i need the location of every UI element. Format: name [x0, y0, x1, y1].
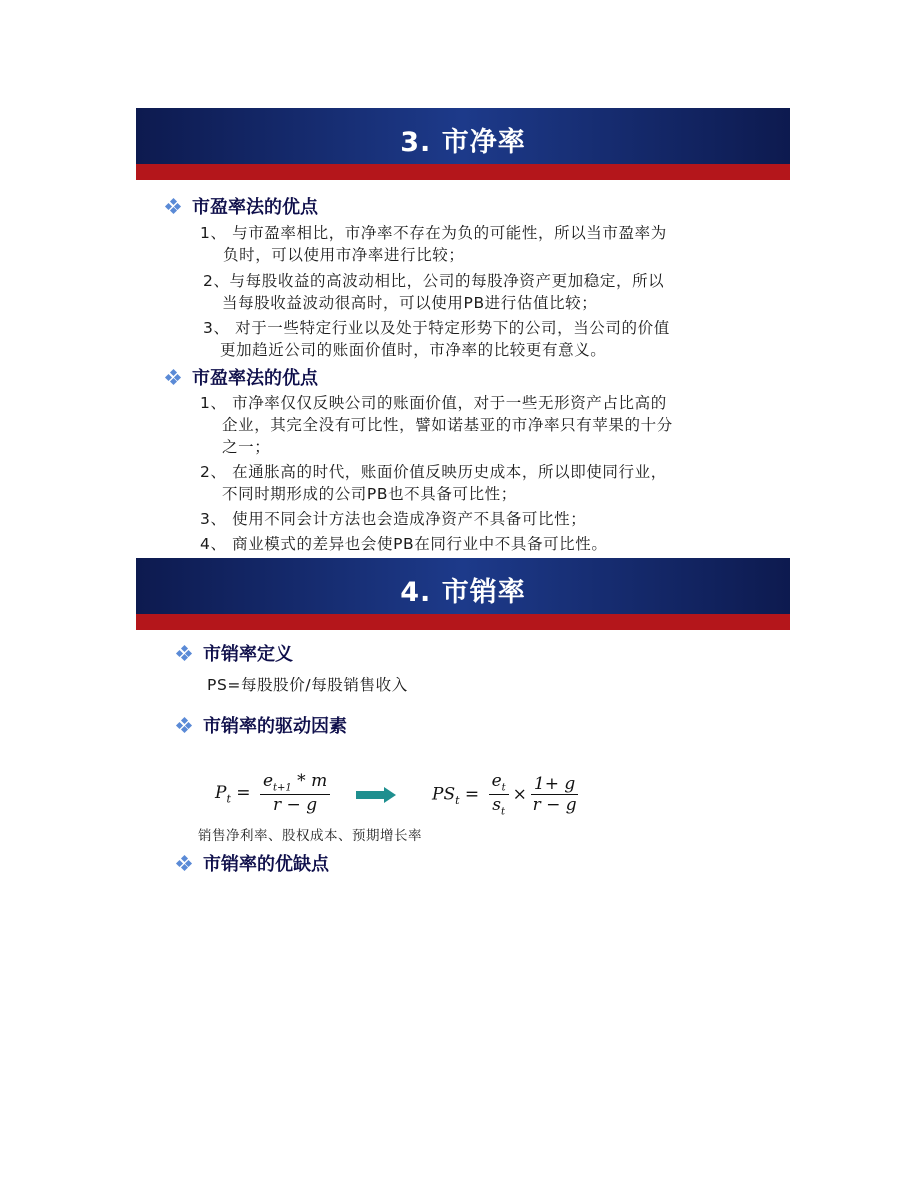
heading-text: 市销率定义: [203, 644, 293, 665]
growth-fraction: [531, 775, 578, 815]
ps-lhs-sub: t: [455, 793, 460, 807]
section4-banner: [136, 558, 790, 630]
num-rest: * m: [291, 771, 328, 791]
ps-formula: [432, 772, 582, 818]
cons-line: 4、 商业模式的差异也会使PB在同行业中不具备可比性。: [200, 535, 608, 553]
section4-heading-drivers: [177, 712, 347, 738]
pros-line: 2、与每股收益的高波动相比，公司的每股净资产更加稳定，所以: [203, 272, 665, 290]
price-fraction: [260, 772, 330, 815]
formula-lhs-sub: t: [226, 792, 231, 806]
margin-denominator: [492, 795, 505, 817]
section4-heading-pros-cons: [177, 850, 329, 876]
heading-text: 市销率的驱动因素: [203, 716, 347, 737]
heading-text: 市盈率法的优点: [192, 197, 318, 218]
ps-definition: PS=每股股价/每股销售收入: [207, 676, 408, 694]
section3-heading-pros: [166, 193, 318, 219]
formula-lhs: P: [215, 783, 227, 804]
price-formula: [215, 772, 334, 815]
pros-line: 当每股收益波动很高时，可以使用PB进行估值比较；: [222, 294, 598, 312]
banner-red-bar: [136, 164, 790, 180]
num-sub: t+1: [273, 782, 292, 794]
frac1-den: s: [492, 795, 501, 816]
num-e: e: [262, 771, 273, 791]
heading-text: 市盈率法的优点: [192, 368, 318, 389]
banner-red-bar: [136, 614, 790, 630]
cons-line: 之一；: [222, 438, 271, 456]
cons-line: 不同时期形成的公司PB也不具备可比性；: [222, 485, 517, 503]
section3-title: 3. 市净率: [400, 127, 526, 158]
frac1-den-sub: t: [500, 806, 505, 818]
cons-line: 企业，其完全没有可比性，譬如诺基亚的市净率只有苹果的十分: [222, 416, 673, 434]
ps-lhs: PS: [432, 784, 456, 805]
section3-heading-cons: [166, 364, 318, 390]
price-denominator: r − g: [273, 795, 318, 816]
cons-line: 3、 使用不同会计方法也会造成净资产不具备可比性；: [200, 510, 587, 528]
equals-sign: =: [236, 783, 251, 804]
drivers-note: 销售净利率、股权成本、预期增长率: [198, 828, 422, 844]
section4-title: 4. 市销率: [400, 577, 526, 608]
section4-heading-definition: [177, 640, 293, 666]
section3-banner: [136, 108, 790, 180]
pros-line: 3、 对于一些特定行业以及处于特定形势下的公司，当公司的价值: [203, 319, 670, 337]
growth-numerator: 1+ g: [531, 775, 578, 796]
diamond-bullet-icon: [177, 856, 191, 870]
pros-line: 更加趋近公司的账面价值时，市净率的比较更有意义。: [220, 341, 607, 359]
pros-line: 负时，可以使用市净率进行比较；: [223, 246, 465, 264]
cons-line: 2、 在通胀高的时代，账面价值反映历史成本，所以即使同行业，: [200, 463, 667, 481]
diamond-bullet-icon: [177, 646, 191, 660]
times-sign: ×: [512, 784, 527, 805]
right-arrow-icon: [356, 787, 396, 803]
margin-numerator: [489, 772, 509, 795]
diamond-bullet-icon: [166, 199, 180, 213]
pros-line: 1、 与市盈率相比，市净率不存在为负的可能性，所以当市盈率为: [200, 224, 667, 242]
frac1-num: e: [491, 771, 502, 791]
heading-text: 市销率的优缺点: [203, 854, 329, 875]
diamond-bullet-icon: [177, 718, 191, 732]
cons-line: 1、 市净率仅仅反映公司的账面价值，对于一些无形资产占比高的: [200, 394, 667, 412]
frac1-num-sub: t: [501, 782, 506, 794]
diamond-bullet-icon: [166, 370, 180, 384]
price-numerator: [260, 772, 330, 795]
growth-denominator: r − g: [532, 795, 577, 816]
equals-sign: =: [464, 784, 480, 805]
margin-fraction: [489, 772, 509, 818]
